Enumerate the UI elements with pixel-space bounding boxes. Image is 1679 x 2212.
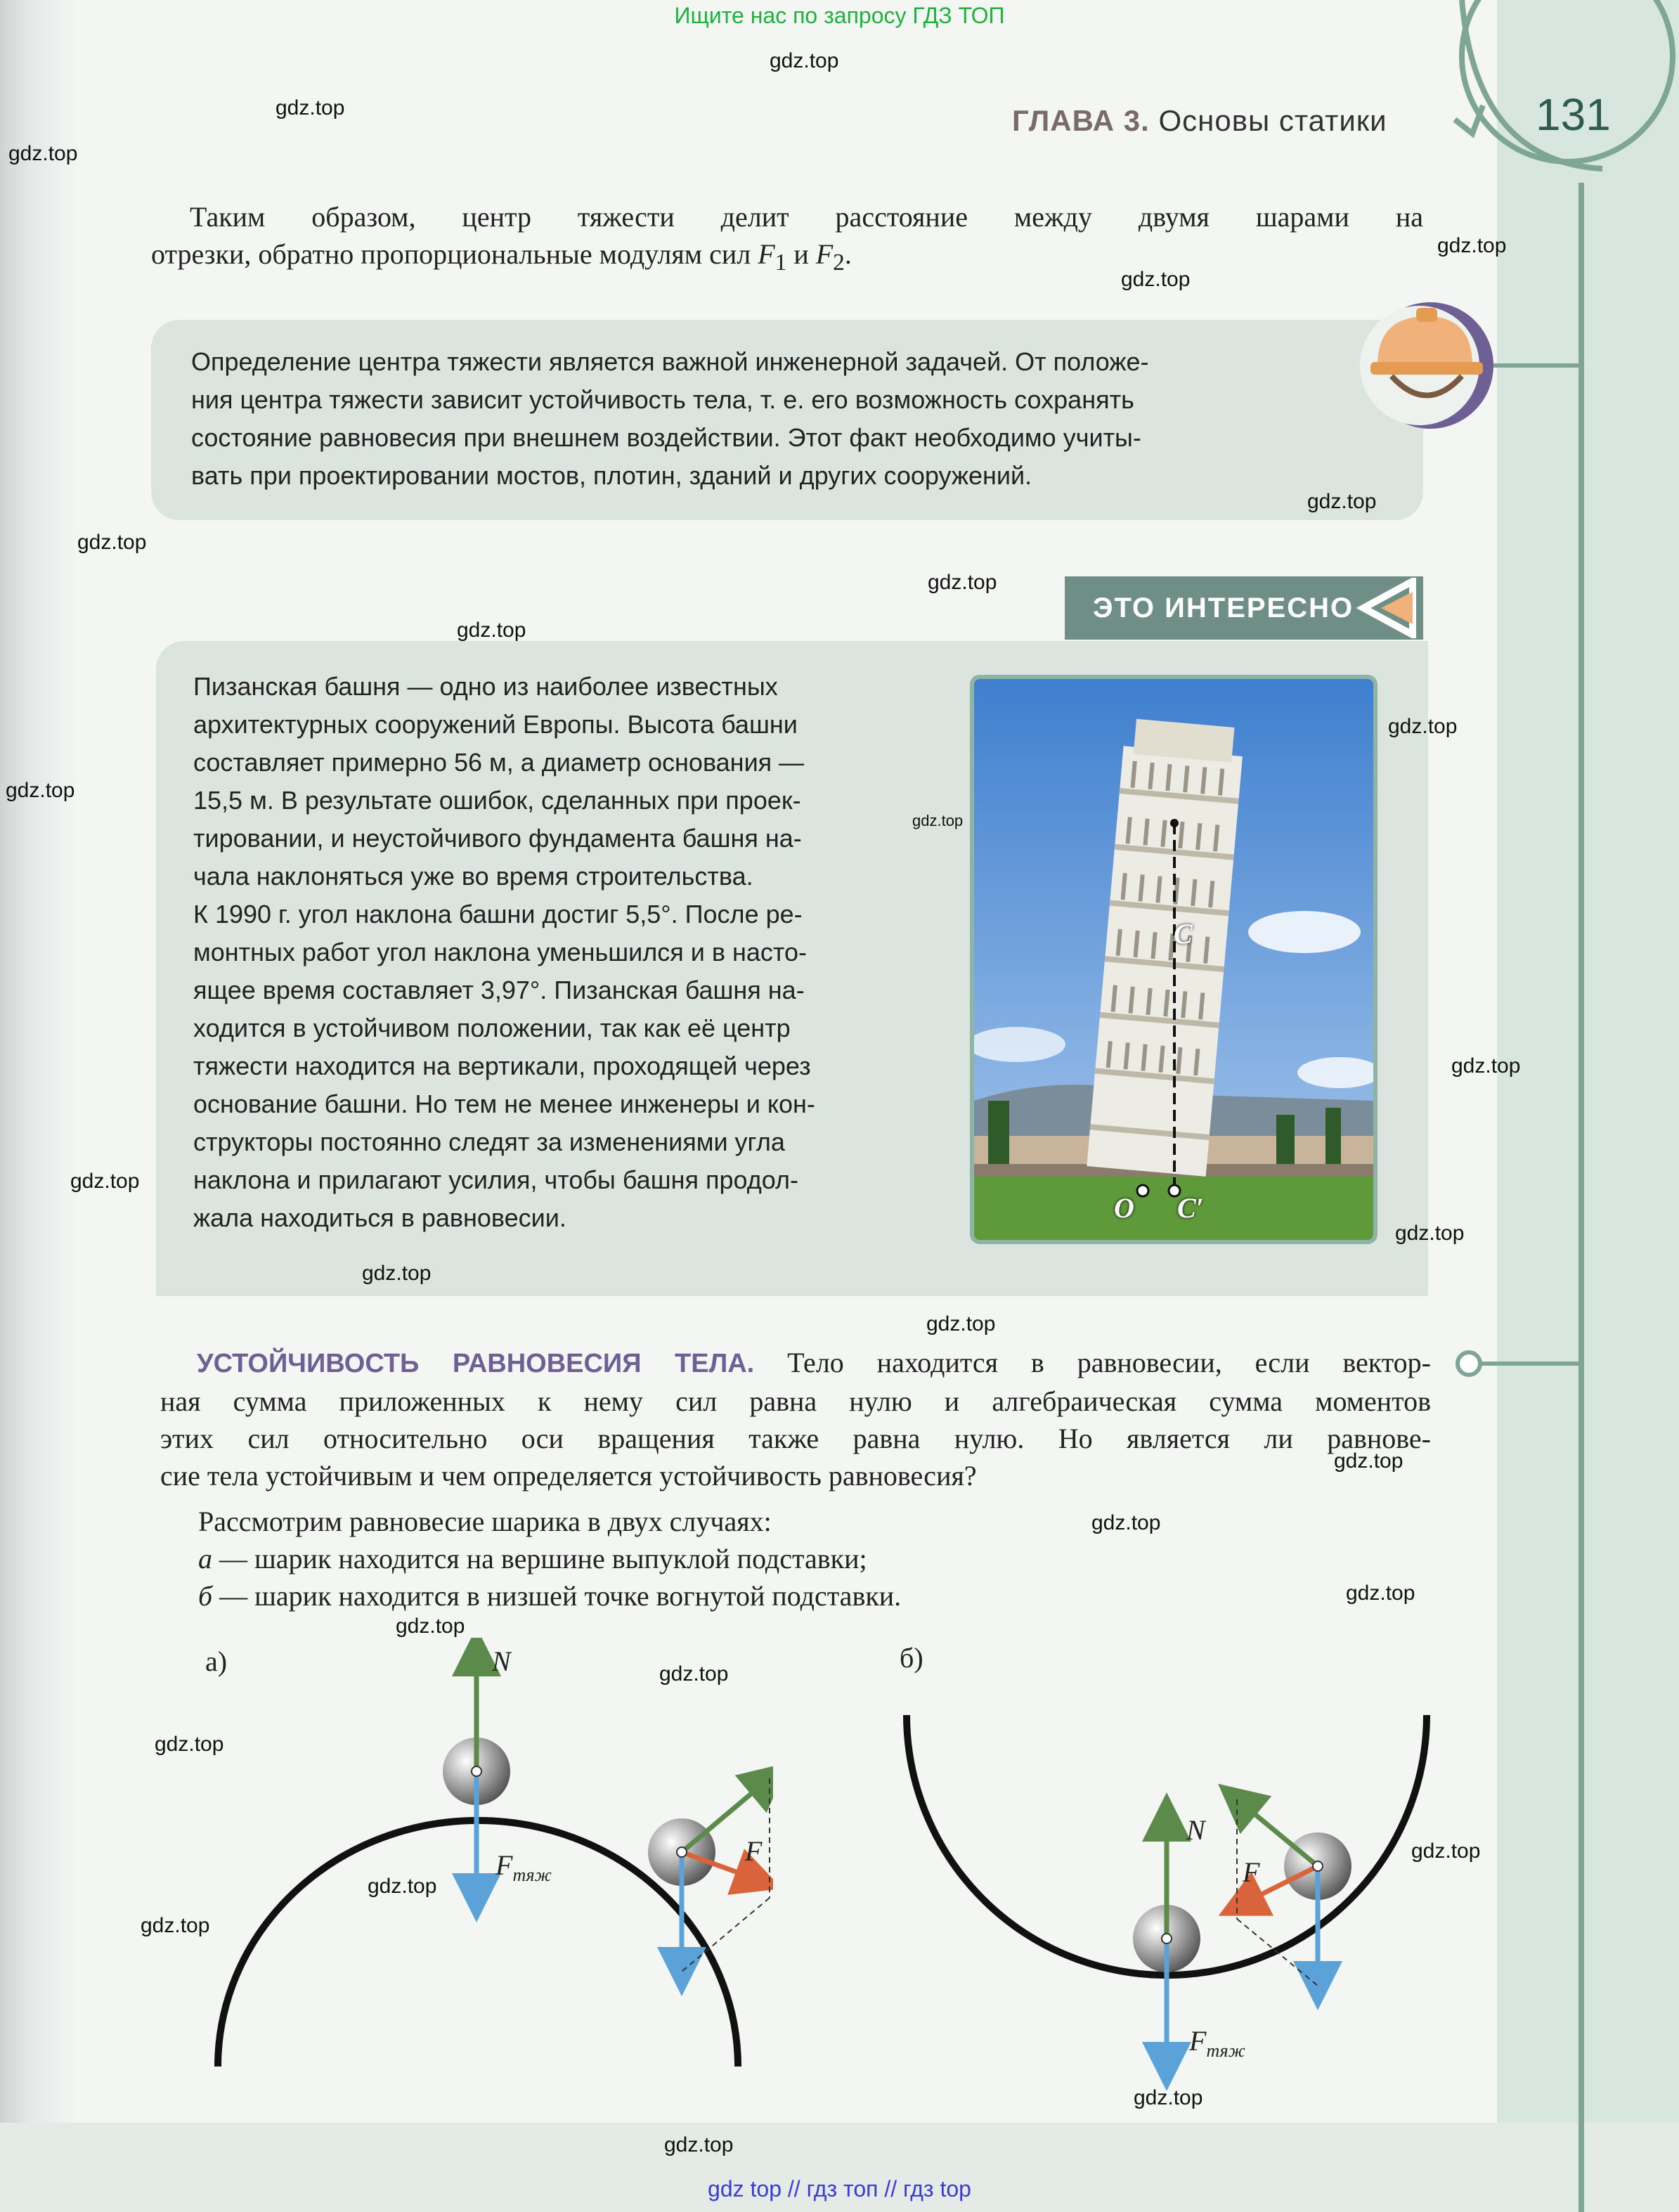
note-line: ния центра тяжести зависит устойчивость тела, т. е. его возможность сохранять — [191, 385, 1134, 414]
intro-line-2 — [151, 235, 1423, 281]
stability-heading: УСТОЙЧИВОСТЬ РАВНОВЕСИЯ ТЕЛА. — [197, 1349, 755, 1378]
watermark: gdz.top — [1451, 1054, 1521, 1078]
interesting-line: К 1990 г. угол наклона башни достиг 5,5°. После ре- — [193, 900, 803, 929]
fig-b-f-label: F — [1243, 1856, 1260, 1888]
interesting-line: чала наклоняться уже во время строительства. — [193, 862, 753, 891]
consider-line: Рассмотрим равновесие шарика в двух случаях: — [198, 1506, 772, 1537]
stability-paragraph — [160, 1344, 1431, 1494]
interesting-line: составляет примерно 56 м, а диаметр основания — — [193, 748, 805, 777]
fig-a-ftyazh-label — [495, 1849, 552, 1886]
hardhat-icon — [1356, 295, 1497, 436]
interesting-line: тировании, и неустойчивого фундамента башня на- — [193, 824, 802, 853]
watermark: gdz.top — [664, 2133, 734, 2156]
chapter-title: Основы статики — [1158, 104, 1387, 137]
interesting-line: ходится в устойчивом положении, так как её центр — [193, 1014, 791, 1042]
watermark: gdz.top — [368, 1875, 437, 1898]
note-line: вать при проектировании мостов, плотин, зданий и других сооружений. — [191, 461, 1032, 490]
stability-line-2: ная сумма приложенных к нему сил равна нулю и алгебраическая сумма моментов — [160, 1385, 1431, 1417]
watermark: gdz.top — [77, 531, 147, 554]
watermark: gdz.top — [6, 779, 75, 802]
watermark: gdz.top — [926, 1312, 996, 1335]
interesting-ribbon-label: ЭТО ИНТЕРЕСНО — [1093, 593, 1354, 623]
watermark: gdz.top — [928, 571, 997, 594]
watermark: gdz.top — [275, 96, 345, 119]
intro-and: и — [786, 238, 816, 270]
watermark: gdz.top — [770, 49, 839, 72]
interesting-line: наклона и прилагают усилия, чтобы башня продол- — [193, 1165, 798, 1194]
watermark: gdz.top — [1388, 715, 1458, 738]
force-f1-index: 1 — [774, 250, 787, 276]
case-b-text: — шарик находится в низшей точке вогнутой подставки. — [212, 1580, 902, 1612]
fig-b-ftyazh: F — [1189, 2025, 1207, 2057]
watermark: gdz.top — [8, 142, 78, 165]
pisa-tower-illustration — [974, 679, 1373, 1240]
fig-a-f-label: F — [745, 1835, 763, 1867]
watermark: gdz.top — [1334, 1449, 1404, 1473]
page-number: 131 — [1536, 89, 1611, 140]
watermark: gdz.top — [1121, 268, 1191, 291]
note-line: состояние равновесия при внешнем воздействии. Этот факт необходимо учиты- — [191, 423, 1141, 452]
interesting-line: ящее время составляет 3,97°. Пизанская башня на- — [193, 976, 805, 1004]
top-banner[interactable]: Ищите нас по запросу ГДЗ ТОП — [674, 3, 1005, 28]
watermark: gdz.top — [1395, 1222, 1465, 1245]
book-spine-shadow — [0, 0, 77, 2212]
interesting-line: монтных работ угол наклона уменьшился и в насто- — [193, 938, 807, 966]
figure-a-label: а) — [205, 1645, 228, 1677]
stability-line-1 — [160, 1344, 1431, 1383]
fig-a-ftyazh: F — [495, 1849, 513, 1881]
interesting-line: архитектурных сооружений Европы. Высота башни — [193, 710, 798, 739]
note-box-text — [191, 343, 1344, 495]
intro-paragraph — [151, 198, 1423, 281]
force-f2: F — [815, 238, 834, 270]
watermark: gdz.top — [396, 1615, 465, 1638]
watermark: gdz.top — [1307, 490, 1377, 513]
chapter-header — [1012, 104, 1387, 138]
stability-line-3: этих сил относительно оси вращения также равна нулю. Но является ли равнове- — [160, 1423, 1431, 1454]
watermark: gdz.top — [912, 812, 964, 829]
watermark: gdz.top — [155, 1733, 224, 1756]
note-line: Определение центра тяжести является важной инженерной задачей. От положе- — [191, 347, 1149, 376]
watermark: gdz.top — [141, 1914, 210, 1937]
fig-b-n-label: N — [1186, 1814, 1205, 1846]
watermark: gdz.top — [659, 1662, 729, 1686]
watermark: gdz.top — [70, 1170, 140, 1193]
chapter-prefix: ГЛАВА 3. — [1012, 104, 1150, 137]
watermark: gdz.top — [1411, 1839, 1481, 1863]
case-b-letter: б — [198, 1580, 213, 1612]
pisa-tower-photo — [970, 675, 1377, 1244]
interesting-line: структоры постоянно следят за изменениями угла — [193, 1127, 785, 1156]
case-b-line — [198, 1577, 1393, 1615]
fig-b-ftyazh-label — [1189, 2024, 1245, 2062]
stability-line-1-text: Тело находится в равновесии, если вектор- — [754, 1347, 1431, 1378]
figure-a-convex — [197, 1638, 773, 2088]
intro-end: . — [844, 238, 852, 270]
tower-c-label: C — [1174, 918, 1193, 950]
watermark: gdz.top — [1437, 234, 1507, 257]
fig-a-n-label: N — [492, 1645, 511, 1677]
intro-line-1: Таким образом, центр тяжести делит расстояние между двумя шарами на — [190, 201, 1423, 233]
figure-b-label: б) — [900, 1642, 923, 1674]
interesting-line: тяжести находится на вертикали, проходящей через — [193, 1052, 811, 1080]
watermark: gdz.top — [362, 1262, 432, 1285]
force-f2-index: 2 — [833, 250, 845, 276]
watermark: gdz.top — [457, 619, 526, 642]
interesting-text — [193, 668, 931, 1237]
interesting-line: 15,5 м. В результате ошибок, сделанных при проек- — [193, 786, 801, 815]
watermark: gdz.top — [1134, 2086, 1203, 2109]
fig-a-ftyazh-sub: тяж — [512, 1865, 552, 1885]
stability-line-4: сие тела устойчивым и чем определяется устойчивость равновесия? — [160, 1460, 977, 1492]
case-a-text: — шарик находится на вершине выпуклой подставки; — [212, 1543, 867, 1574]
cases-paragraph — [198, 1503, 1393, 1615]
case-a-letter: а — [198, 1543, 212, 1574]
intro-text: отрезки, обратно пропорциональные модулям сил — [151, 238, 758, 270]
figure-b-concave — [893, 1701, 1441, 2095]
tower-o-label: O — [1114, 1192, 1134, 1224]
force-f1: F — [758, 238, 775, 270]
watermark: gdz.top — [1346, 1582, 1415, 1605]
case-a-line — [198, 1540, 1393, 1577]
watermark: gdz.top — [1091, 1511, 1161, 1534]
interesting-line: основание башни. Но тем не менее инженеры и кон- — [193, 1089, 815, 1118]
interesting-line: жала находиться в равновесии. — [193, 1203, 566, 1232]
interesting-line: Пизанская башня — одно из наиболее известных — [193, 672, 778, 701]
tower-cprime-label: C′ — [1177, 1192, 1204, 1224]
bottom-banner[interactable]: gdz top // гдз топ // гдз top — [708, 2176, 971, 2201]
triangle-icon — [1356, 578, 1423, 638]
fig-b-ftyazh-sub: тяж — [1206, 2040, 1245, 2061]
